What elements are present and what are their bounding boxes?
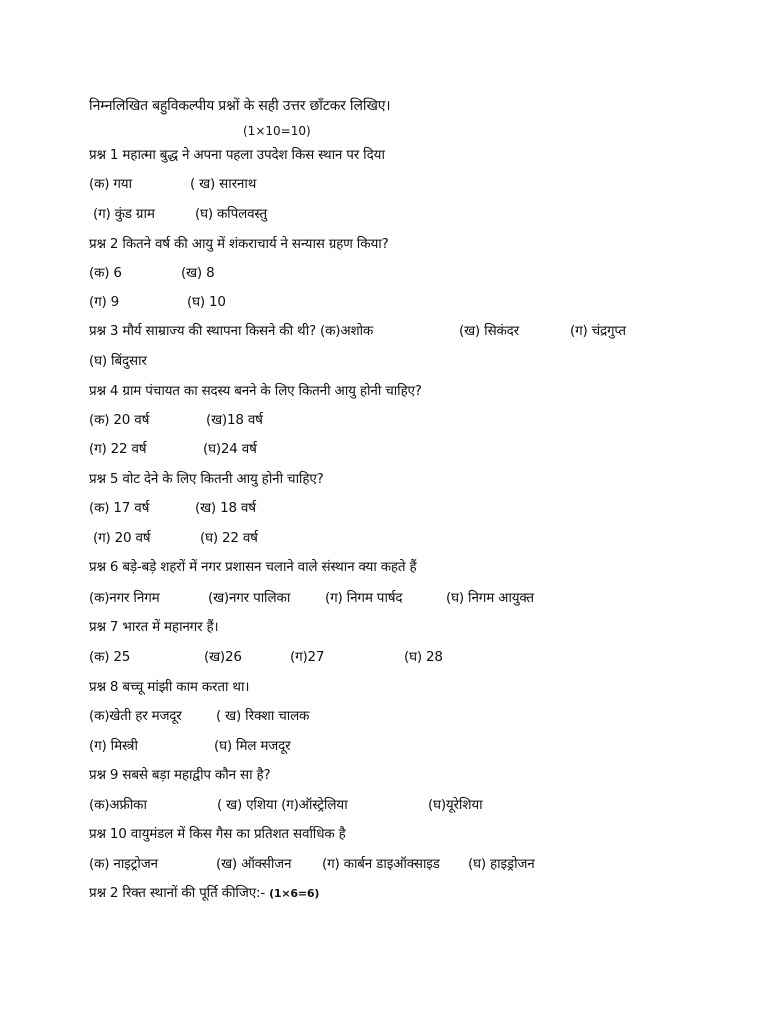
- q5-option-c: (ग) 20 वर्ष: [93, 530, 151, 546]
- q5-option-d: (घ) 22 वर्ष: [200, 530, 258, 546]
- q5-option-a: (क) 17 वर्ष: [89, 500, 150, 516]
- q6-option-c: (ग) निगम पार्षद: [325, 590, 403, 606]
- q3-option-d: (घ) बिंदुसार: [89, 353, 147, 369]
- q7-option-a: (क) 25: [89, 649, 131, 665]
- q8-option-c: (ग) मिस्त्री: [89, 738, 138, 754]
- q10-option-d: (घ) हाइड्रोजन: [468, 856, 535, 872]
- q7-option-c: (ग)27: [290, 649, 325, 665]
- q9-option-d: (घ)यूरेशिया: [428, 797, 483, 813]
- q8-option-b: ( ख) रिक्शा चालक: [216, 708, 310, 724]
- q8-option-a: (क)खेती हर मजदूर: [89, 708, 182, 724]
- q5-option-b: (ख) 18 वर्ष: [195, 500, 256, 516]
- question-8: प्रश्न 8 बच्चू मांझी काम करता था।: [89, 679, 250, 695]
- q2-option-a: (क) 6: [89, 265, 122, 281]
- section-2-heading: [89, 883, 319, 904]
- question-2: प्रश्न 2 कितने वर्ष की आयु में शंकराचार्य ने सन्यास ग्रहण किया?: [89, 236, 389, 252]
- q10-option-b: (ख) ऑक्सीजन: [216, 856, 292, 872]
- q2-option-d: (घ) 10: [187, 294, 226, 310]
- q10-option-a: (क) नाइट्रोजन: [89, 856, 158, 872]
- q4-option-c: (ग) 22 वर्ष: [89, 441, 147, 457]
- q2-option-b: (ख) 8: [181, 265, 215, 281]
- q7-option-d: (घ) 28: [404, 649, 443, 665]
- section-2-marks: (1×6=6): [269, 887, 320, 900]
- question-9: प्रश्न 9 सबसे बड़ा महाद्वीप कौन सा है?: [89, 767, 271, 783]
- q2-option-c: (ग) 9: [89, 294, 120, 310]
- question-10: प्रश्न 10 वायुमंडल में किस गैस का प्रतिशत सर्वाधिक है: [89, 826, 346, 842]
- marks-label: (1×10=10): [243, 124, 311, 138]
- q6-option-d: (घ) निगम आयुक्त: [446, 590, 534, 606]
- question-1: प्रश्न 1 महात्मा बुद्ध ने अपना पहला उपदेश किस स्थान पर दिया: [89, 147, 385, 163]
- q1-option-c: (ग) कुंड ग्राम: [93, 206, 155, 222]
- q4-option-a: (क) 20 वर्ष: [89, 412, 150, 428]
- q3-option-b: (ख) सिकंदर: [459, 323, 519, 339]
- section-2-text: प्रश्न 2 रिक्त स्थानों की पूर्ति कीजिए:-: [89, 885, 265, 901]
- q9-option-b-c: ( ख) एशिया (ग)ऑस्ट्रेलिया: [217, 797, 348, 813]
- instruction-heading: निम्नलिखित बहुविकल्पीय प्रश्नों के सही उत्तर छाँटकर लिखिए।: [89, 98, 391, 114]
- question-4: प्रश्न 4 ग्राम पंचायत का सदस्य बनने के लिए कितनी आयु होनी चाहिए?: [89, 383, 422, 399]
- question-7: प्रश्न 7 भारत में महानगर हैं।: [89, 619, 219, 635]
- q6-option-b: (ख)नगर पालिका: [208, 590, 291, 606]
- q1-option-b: ( ख) सारनाथ: [190, 176, 257, 192]
- q8-option-d: (घ) मिल मजदूर: [214, 738, 291, 754]
- question-5: प्रश्न 5 वोट देने के लिए कितनी आयु होनी चाहिए?: [89, 471, 324, 487]
- q4-option-b: (ख)18 वर्ष: [206, 412, 263, 428]
- question-6: प्रश्न 6 बड़े-बड़े शहरों में नगर प्रशासन चलाने वाले संस्थान क्या कहते हैं: [89, 559, 417, 575]
- q4-option-d: (घ)24 वर्ष: [203, 441, 257, 457]
- q3-option-c: (ग) चंद्रगुप्त: [570, 323, 626, 339]
- q9-option-a: (क)अफ्रीका: [89, 797, 147, 813]
- q6-option-a: (क)नगर निगम: [89, 590, 160, 606]
- question-3: प्रश्न 3 मौर्य साम्राज्य की स्थापना किसने की थी? (क)अशोक: [89, 323, 374, 339]
- q7-option-b: (ख)26: [204, 649, 242, 665]
- q1-option-d: (घ) कपिलवस्तु: [195, 206, 267, 222]
- q1-option-a: (क) गया: [89, 176, 132, 192]
- q10-option-c: (ग) कार्बन डाइऑक्साइड: [322, 856, 440, 872]
